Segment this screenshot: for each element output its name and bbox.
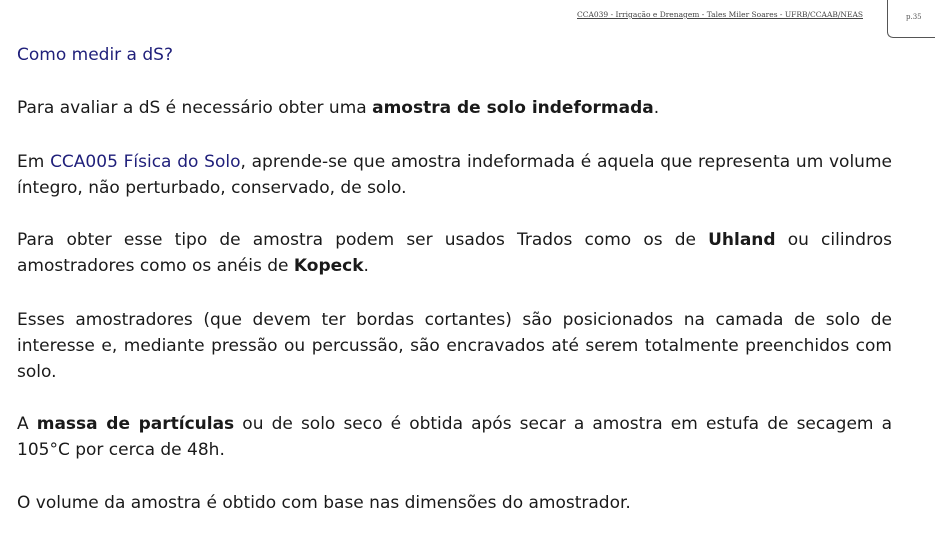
text: Para avaliar a dS é necessário obter uma (17, 98, 373, 118)
text: Em (17, 152, 51, 172)
emphasis-term: massa de partículas (36, 414, 235, 434)
paragraph-intro (17, 95, 892, 121)
header-course-title: CCA039 - Irrigação e Drenagem - Tales Miler Soares - UFRB/CCAAB/NEAS (577, 10, 863, 19)
emphasis-term: Kopeck (293, 256, 364, 276)
text: Esses amostradores (que devem ter bordas cortantes) são posicionados na camada de solo de interesse e, mediante pressão ou percussão, são encravados até serem totalmente preenchidos com solo. (17, 310, 892, 382)
text: Para obter esse tipo de amostra podem ser usados Trados como os de (17, 230, 709, 250)
paragraph-samplers (17, 227, 892, 279)
text: , aprende-se que amostra indeformada é aquela que representa um volume íntegro, não perturbado, conservado, de solo. (17, 152, 892, 198)
paragraph-definition (17, 149, 892, 201)
slide-title: Como medir a dS? (17, 45, 173, 65)
emphasis-term: Uhland (708, 230, 776, 250)
text: A (17, 414, 37, 434)
text: . (363, 256, 369, 276)
paragraph-procedure (17, 307, 892, 385)
emphasis-term: amostra de solo indeformada (372, 98, 654, 118)
text: O volume da amostra é obtido com base nas dimensões do amostrador. (17, 493, 631, 513)
paragraph-mass (17, 411, 892, 463)
course-reference-link[interactable]: CCA005 Física do Solo (50, 152, 241, 172)
page-number: p.35 (906, 13, 922, 21)
text: ou de solo seco é obtida após secar a amostra em estufa de secagem a 105°C por cerca de 48h. (17, 414, 892, 460)
paragraph-volume (17, 490, 892, 516)
text: ou cilindros amostradores como os anéis de (17, 230, 892, 276)
text: . (653, 98, 660, 118)
